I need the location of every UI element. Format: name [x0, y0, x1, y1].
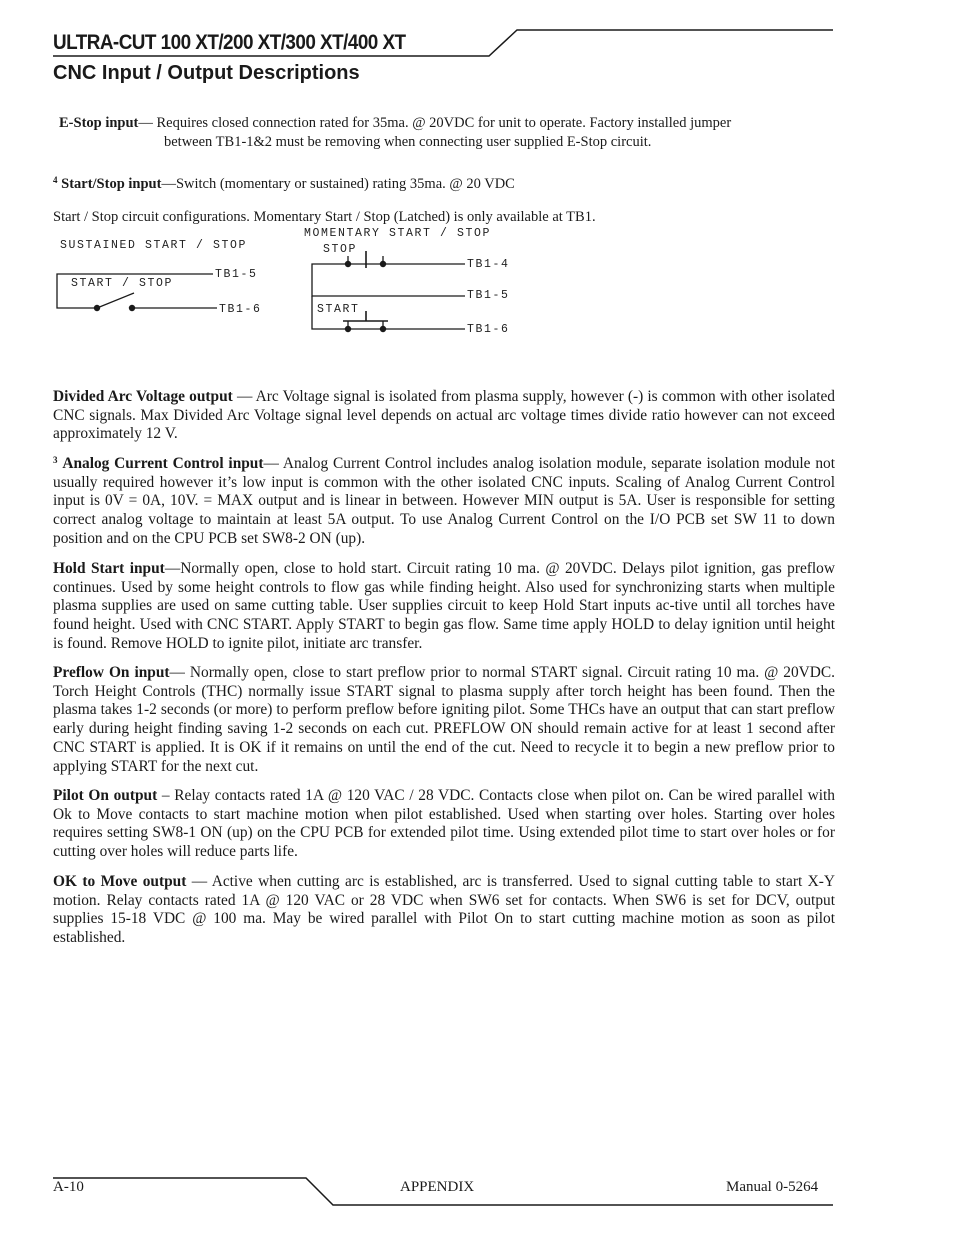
section-title: CNC Input / Output Descriptions — [53, 62, 360, 84]
analog-footnote: 3 — [53, 455, 58, 465]
stop-contact-right — [380, 261, 386, 267]
estop-text-1: — Requires closed connection rated for 35ma. @ 20VDC for unit to operate. Factory installed jumper — [138, 115, 732, 131]
configurations-text: Start / Stop circuit configurations. Momentary Start / Stop (Latched) is only available at TB1. — [53, 209, 596, 225]
ok-to-move-paragraph: OK to Move output — Active when cutting arc is established, arc is transferred. Used to signal cutting table to start X-Y motion. Relay contacts rated 1A @ 120 VAC or 28 VDC when SW6 set for contacts. When SW6 is set for DCV, output supplies 15-18 VDC @ 100 ma. May be wired parallel with Pilot On to start cutting machine motion as soon as pilot established. — [53, 873, 835, 947]
momentary-title: MOMENTARY START / STOP — [304, 227, 492, 240]
momentary-tb1-6: TB1-6 — [467, 323, 510, 336]
sustained-switch-label: START / STOP — [71, 277, 174, 290]
page-number: A-10 — [53, 1179, 84, 1195]
start-contact-right — [380, 326, 386, 332]
estop-text-2: between TB1-1&2 must be removing when connecting user supplied E-Stop circuit. — [164, 134, 652, 150]
preflow-on-paragraph: Preflow On input— Normally open, close to start preflow prior to normal START signal. Circuit rating 10 ma. @ 20VDC. Torch Height Controls (THC) normally issue START signal to plasma supply after torch height has been found. Then the plasma takes 1-2 seconds (or more) to perform preflow before igniting pilot. Some THCs have an output that can start preflow early during height finding saving 1-2 seconds on each cut. PREFLOW ON should remain active for at least 1 second after CNC START is applied. It is OK if it remains on until the end of the cut. Need to recycle it to begin a new preflow prior to applying START for the next cut. — [53, 664, 835, 775]
hold-start-label: Hold Start input — [53, 560, 165, 577]
divided-arc-voltage-paragraph: Divided Arc Voltage output — Arc Voltage signal is isolated from plasma supply, however (-) is common with other isolated CNC signals. Max Divided Arc Voltage signal level depends on actual arc voltage times divide ratio however can not exceed approximately 12 V. — [53, 388, 835, 443]
stop-contact-left — [345, 261, 351, 267]
sustained-wire-top — [57, 274, 213, 308]
momentary-wire-bottom — [312, 296, 465, 329]
analog-current-control-paragraph: $^3$ Analog Current Control input— Analog Current Control includes analog isolation module, separate isolation module not usually required however it’s low input is common with the other isolated CNC inputs. Scaling of Analog Current Control input is 0V = 0A, 10V. = MAX output and is linear in between. However MIN output is 5A. User is responsible for setting correct analog voltage to maintain at least 5A output. To use Analog Current Control on the I/O PCB set SW 11 to down position and on the CPU PCB set SW8-2 ON (up). — [53, 455, 835, 547]
hold-start-paragraph: Hold Start input—Normally open, close to hold start. Circuit rating 10 ma. @ 20VDC. Delays pilot ignition, gas preflow continues. Used by some height controls to flow gas while finding height. Also used for synchronizing starts when multiple plasma supplies are used on same cutting table. User supplies circuit to keep Hold Start inputs ac-tive until all torches have found height. Used with CNC START. Apply START to begin gas flow. Same time apply HOLD to delay ignition until height is found. Remove HOLD to ignite pilot, initiate arc transfer. — [53, 560, 835, 652]
manual-number: Manual 0-5264 — [726, 1179, 819, 1195]
startstop-footnote: 4 — [53, 175, 58, 185]
start-label: START — [317, 303, 360, 316]
pilot-on-label: Pilot On output — [53, 787, 158, 804]
circuit-diagram — [0, 0, 954, 360]
divided-arc-voltage-label: Divided Arc Voltage output — [53, 388, 233, 405]
momentary-tb1-5: TB1-5 — [467, 289, 510, 302]
manual-title: ULTRA-CUT 100 XT/200 XT/300 XT/400 XT — [53, 31, 406, 54]
sustained-tb1-6: TB1-6 — [219, 303, 262, 316]
footer-section: APPENDIX — [400, 1179, 475, 1195]
ok-to-move-label: OK to Move output — [53, 873, 187, 890]
start-contact-left — [345, 326, 351, 332]
momentary-tb1-4: TB1-4 — [467, 258, 510, 271]
stop-label: STOP — [323, 243, 358, 256]
sustained-title: SUSTAINED START / STOP — [60, 239, 248, 252]
pilot-on-paragraph: Pilot On output – Relay contacts rated 1A @ 120 VAC / 28 VDC. Contacts close when pilot on. Can be wired parallel with Ok to Move contacts to start machine motion when pilot established. Used when starting over holes. Starting over holes requires setting SW8-1 ON (up) on the CPU PCB for extended pilot time. Using extended pilot time to start over holes or for cutting over holes will reduce parts life. — [53, 787, 835, 861]
sustained-tb1-5: TB1-5 — [215, 268, 258, 281]
preflow-on-label: Preflow On input — [53, 664, 170, 681]
sustained-switch-arm — [97, 293, 134, 308]
startstop-label: Start/Stop input — [61, 176, 162, 192]
sustained-contact-right — [129, 305, 135, 311]
sustained-contact-left — [94, 305, 100, 311]
startstop-text: —Switch (momentary or sustained) rating 35ma. @ 20 VDC — [161, 176, 515, 192]
estop-label: E-Stop input — [59, 115, 139, 131]
analog-current-control-label: Analog Current Control input — [62, 455, 264, 472]
momentary-wire-top — [312, 264, 465, 296]
